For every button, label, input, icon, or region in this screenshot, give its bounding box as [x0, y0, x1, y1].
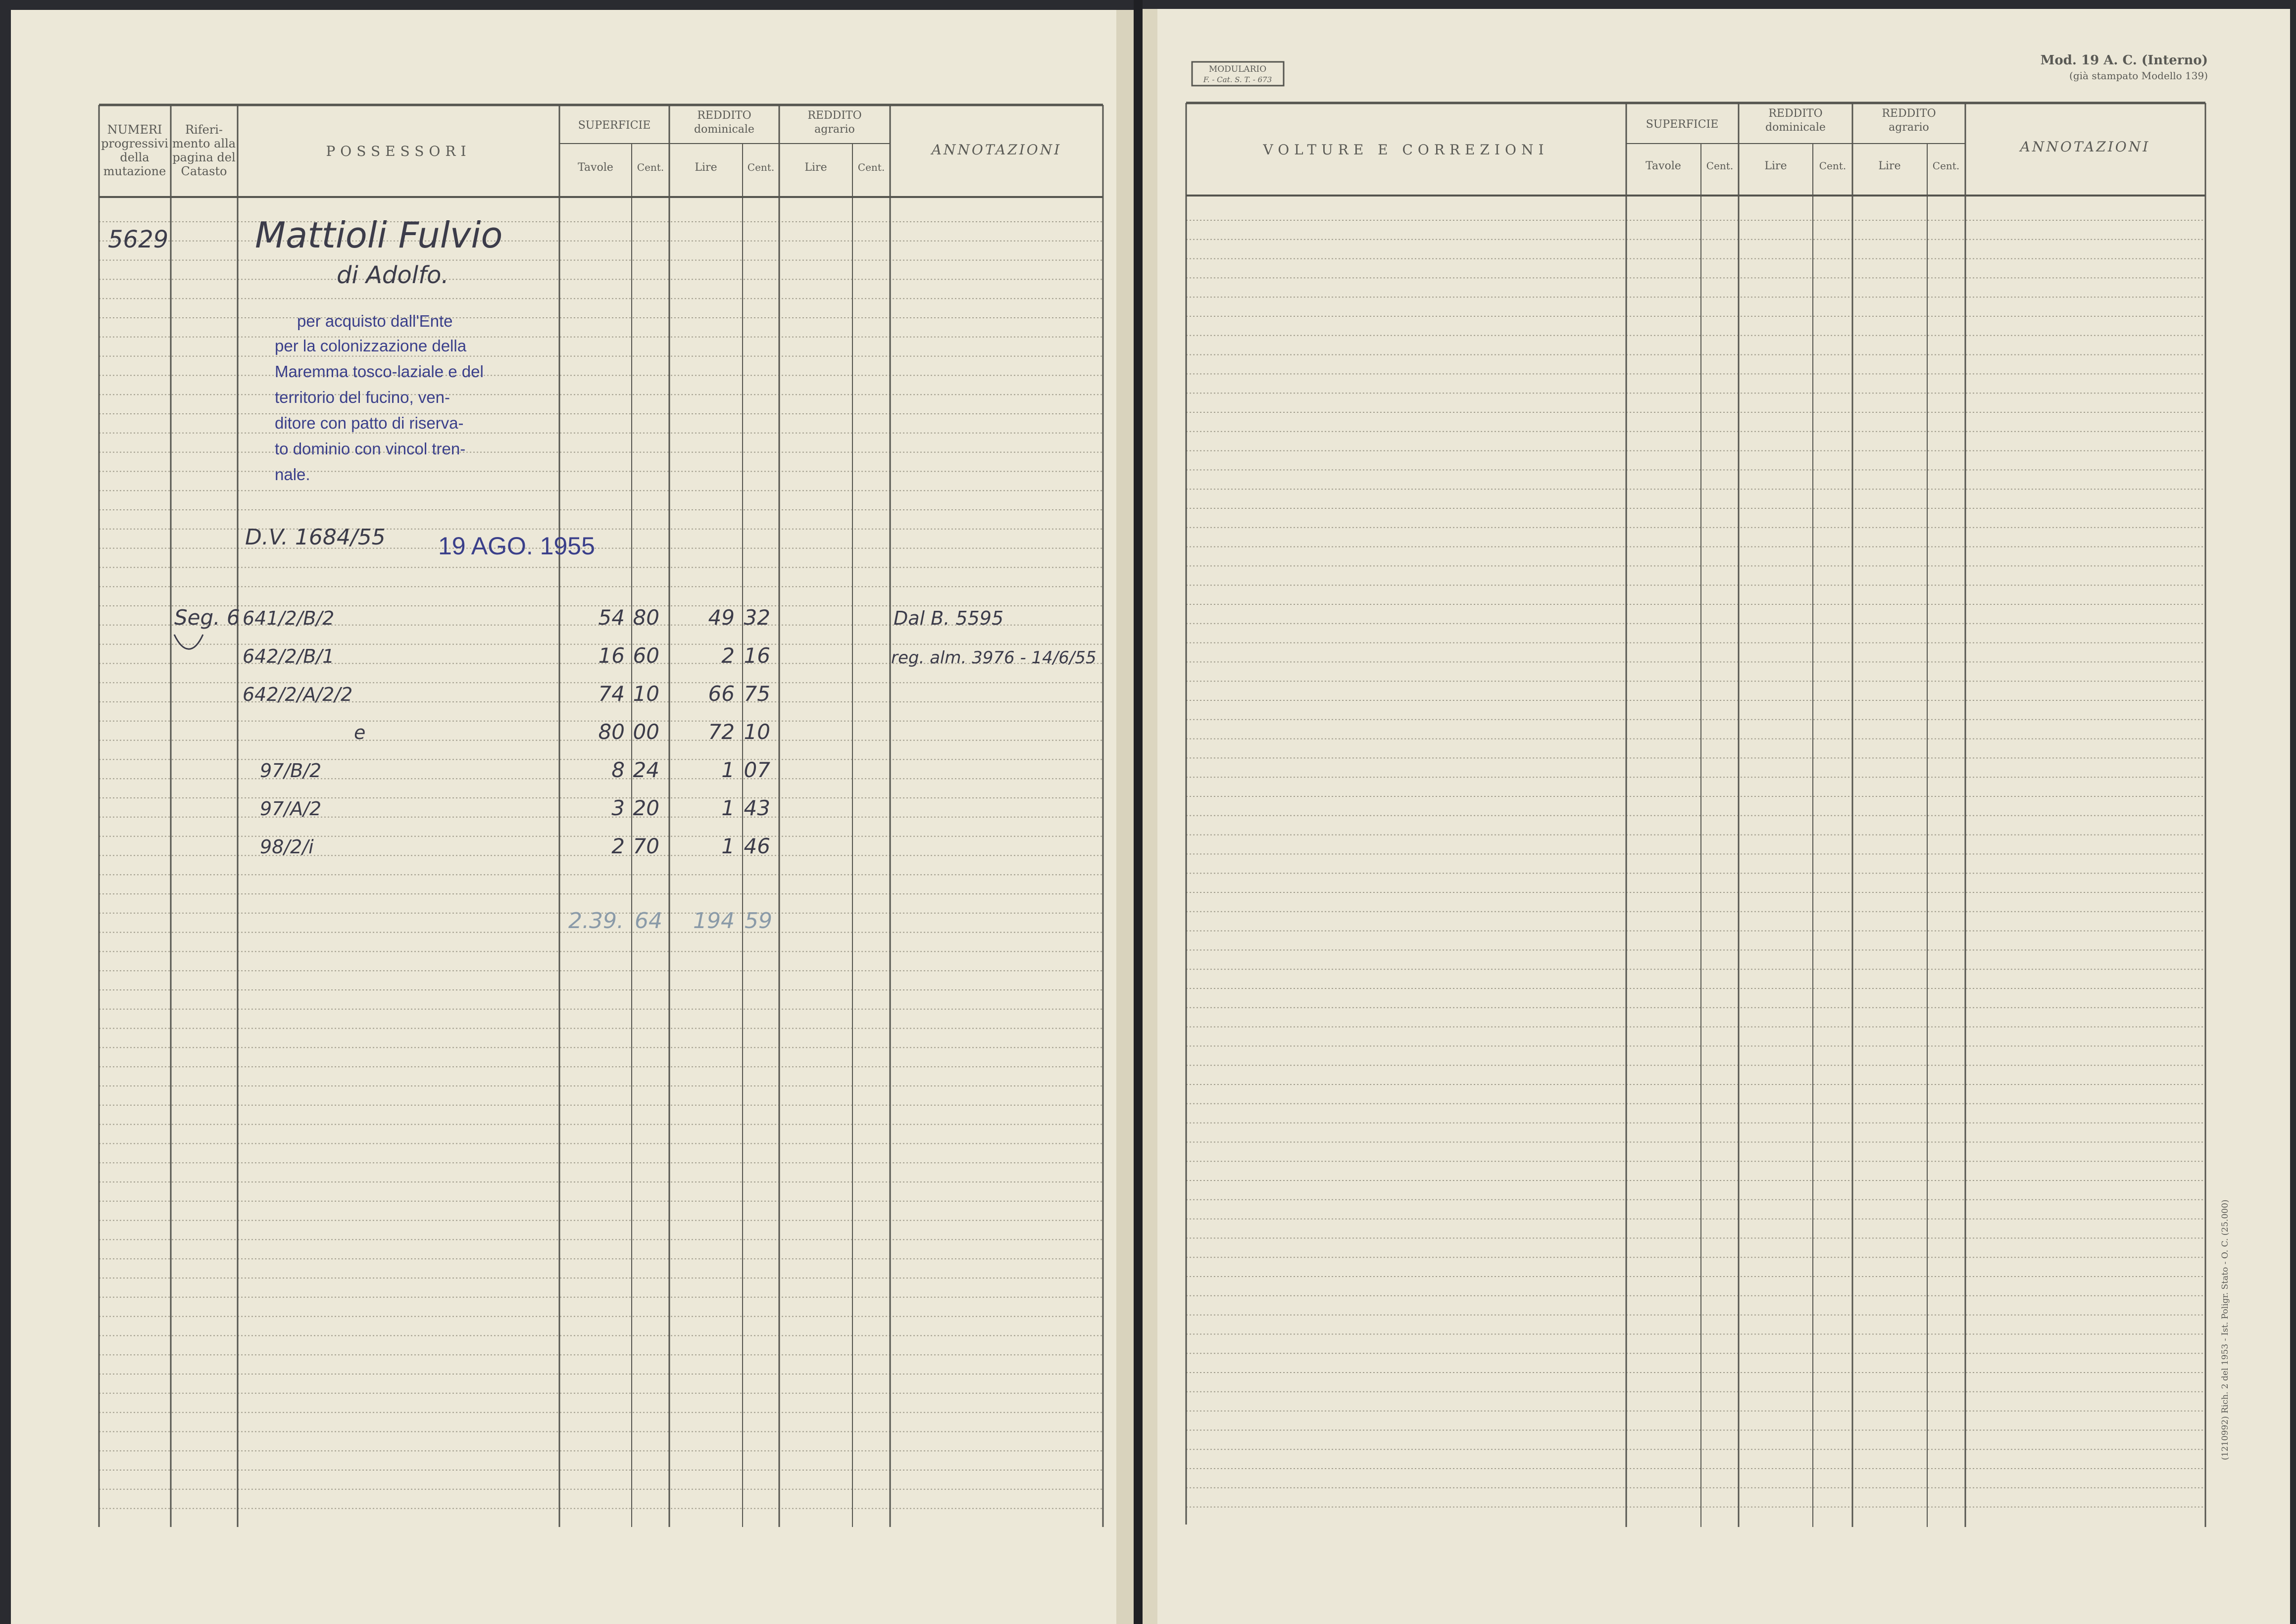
parcel-id: 642/2/B/1: [243, 645, 335, 667]
stamped-line-2: per la colonizzazione della: [275, 337, 467, 355]
annotation-line-1: Dal B. 5595: [894, 607, 1004, 629]
model-subtitle: (già stampato Modello 139): [2069, 70, 2208, 82]
right-sub-cent-2: Cent.: [1819, 160, 1847, 172]
parcel-lire-cent: 43: [744, 796, 770, 820]
right-header-superficie: SUPERFICIE: [1646, 118, 1719, 131]
header-annotazioni: ANNOTAZIONI: [931, 142, 1062, 158]
header-sub-tavole: Tavole: [578, 161, 613, 174]
reference-dv: D.V. 1684/55: [245, 525, 386, 550]
form-box-line-2: F. - Cat. S. T. - 673: [1203, 75, 1272, 84]
owner-name: Mattioli Fulvio: [255, 214, 503, 256]
stamped-line-1: per acquisto dall'Ente: [297, 312, 453, 330]
header-sub-lire-1: Lire: [695, 161, 717, 174]
header-reddito-dom-2: dominicale: [694, 123, 754, 136]
model-title: Mod. 19 A. C. (Interno): [2040, 53, 2208, 68]
parcel-id: 97/B/2: [260, 760, 322, 782]
header-sub-cent-2: Cent.: [747, 161, 775, 173]
parcel-lire: 1: [721, 758, 735, 782]
header-sub-cent-1: Cent.: [637, 161, 664, 173]
parcel-lire: 66: [708, 682, 735, 706]
header-numeri-1: NUMERI: [107, 123, 162, 137]
parcel-cent: 00: [633, 720, 659, 744]
parcel-cent: 80: [633, 605, 659, 630]
total-tavole: 2.39.: [568, 908, 624, 934]
total-lire: 194: [693, 908, 735, 934]
header-sub-cent-3: Cent.: [857, 161, 885, 173]
header-reddito-agr-1: REDDITO: [807, 109, 862, 122]
header-superficie: SUPERFICIE: [578, 119, 651, 132]
header-numeri-2: progressivi: [101, 137, 168, 150]
stamped-line-3: Maremma tosco-laziale e del: [275, 362, 484, 381]
total-cent: 64: [635, 908, 662, 934]
parcel-lire-cent: 16: [744, 643, 770, 668]
header-rif-3: pagina del: [172, 150, 236, 164]
header-rif-4: Catasto: [181, 164, 227, 178]
parcel-id: 642/2/A/2/2: [243, 684, 353, 705]
parcel-tavole: 3: [611, 796, 625, 820]
parcel-tavole: 16: [598, 643, 625, 668]
right-header-reddito-agr-2: agrario: [1889, 121, 1929, 134]
parcel-tavole: 54: [598, 605, 625, 630]
parcel-lire-cent: 32: [744, 605, 770, 630]
stamped-line-5: ditore con patto di riserva-: [275, 414, 464, 432]
header-sub-lire-2: Lire: [804, 161, 827, 174]
parcel-tavole: 80: [598, 720, 625, 744]
right-header-reddito-dom-1: REDDITO: [1768, 107, 1823, 120]
stamped-line-4: territorio del fucino, ven-: [275, 388, 450, 406]
parcel-cent: 24: [633, 758, 659, 782]
printer-note: (1210992) Rich. 2 del 1953 - Ist. Poligr. Stato - O. C. (25.000): [2220, 1199, 2230, 1460]
parcel-lire-cent: 07: [744, 758, 770, 782]
right-sub-cent-3: Cent.: [1932, 160, 1960, 172]
parcel-id: e: [354, 722, 366, 743]
right-sub-cent-1: Cent.: [1706, 160, 1734, 172]
right-sub-lire-1: Lire: [1764, 160, 1787, 172]
sheet-reference: Seg. 6: [174, 605, 240, 630]
parcel-id: 97/A/2: [260, 798, 322, 820]
parcel-cent: 70: [633, 834, 659, 858]
parcel-lire: 72: [708, 720, 735, 744]
parcel-lire: 2: [721, 643, 735, 668]
form-box-line-1: MODULARIO: [1208, 64, 1267, 74]
header-reddito-agr-2: agrario: [814, 123, 855, 136]
parcel-lire-cent: 46: [744, 834, 770, 858]
mutation-number: 5629: [108, 226, 169, 253]
header-possessori: POSSESSORI: [326, 143, 471, 159]
parcel-lire-cent: 75: [744, 682, 770, 706]
parcel-tavole: 2: [611, 834, 625, 858]
total-lire-cent: 59: [745, 908, 772, 934]
book-spine: [1134, 0, 1143, 1624]
owner-father: di Adolfo.: [337, 261, 449, 289]
right-header-reddito-dom-2: dominicale: [1765, 121, 1826, 134]
header-volture: VOLTURE E CORREZIONI: [1263, 142, 1549, 158]
parcel-tavole: 8: [611, 758, 625, 782]
parcel-lire: 1: [721, 834, 735, 858]
date-stamp: 19 AGO. 1955: [438, 532, 595, 560]
parcel-cent: 20: [633, 796, 659, 820]
right-header-annotazioni: ANNOTAZIONI: [2020, 139, 2150, 155]
right-header-reddito-agr-1: REDDITO: [1882, 107, 1936, 120]
parcel-cent: 10: [633, 682, 659, 706]
parcel-lire: 49: [708, 605, 735, 630]
parcel-cent: 60: [633, 643, 659, 668]
right-sub-tavole: Tavole: [1646, 160, 1681, 172]
stamped-line-6: to dominio con vincol tren-: [275, 440, 466, 458]
annotation-line-2: reg. alm. 3976 - 14/6/55: [891, 648, 1097, 668]
parcel-lire-cent: 10: [744, 720, 770, 744]
header-rif-2: mento alla: [172, 137, 236, 150]
header-numeri-3: della: [120, 150, 150, 164]
parcel-id: 98/2/i: [260, 836, 314, 858]
right-sub-lire-2: Lire: [1878, 160, 1901, 172]
header-rif-1: Riferi-: [185, 123, 223, 137]
parcel-lire: 1: [721, 796, 735, 820]
header-numeri-4: mutazione: [103, 164, 166, 178]
parcel-tavole: 74: [598, 682, 625, 706]
stamped-line-7: nale.: [275, 465, 310, 484]
header-reddito-dom-1: REDDITO: [697, 109, 751, 122]
parcel-id: 641/2/B/2: [243, 607, 335, 629]
right-page: [1143, 9, 2290, 1624]
